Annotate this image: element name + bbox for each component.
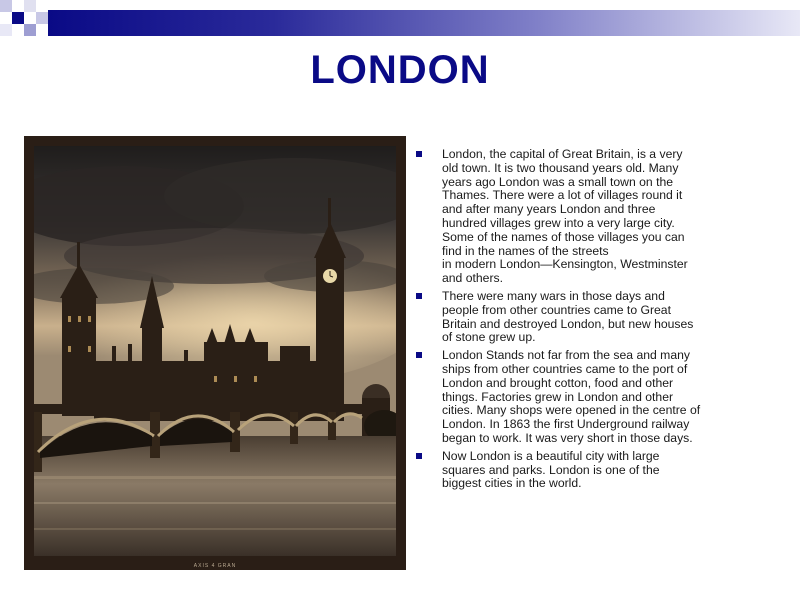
bullet-square-icon	[416, 352, 422, 358]
header-decor-square	[24, 24, 36, 36]
bullet-line: London Stands not far from the sea and many	[442, 348, 690, 363]
bullet-line: squares and parks. London is one of the	[442, 462, 660, 477]
bullet-line: things. Factories grew in London and other	[442, 389, 674, 404]
bullet-line: people from other countries came to Great	[442, 302, 671, 317]
bullet-wars	[414, 290, 756, 345]
bullet-history	[414, 148, 756, 286]
bullet-line: Some of the names of those villages you can	[442, 229, 685, 244]
photo-caption: AXIS 4 GRAN	[193, 563, 237, 569]
slide-title: LONDON	[310, 48, 490, 92]
bullet-line: Britain and destroyed London, but new houses	[442, 316, 694, 331]
header-decor-square	[12, 12, 24, 24]
bullet-line: of stone grew up.	[442, 330, 536, 345]
bullet-line: hundred villages grew into a very large city.	[442, 215, 675, 230]
bullet-today	[414, 450, 756, 491]
bullet-square-icon	[416, 293, 422, 299]
bullet-line: find in the names of the streets	[442, 243, 609, 258]
bullet-line: Thames. There were a lot of villages round it	[442, 188, 683, 203]
bullet-line: London and brought cotton, food and other	[442, 375, 674, 390]
bullet-line: biggest cities in the world.	[442, 476, 582, 491]
bullet-line: cities. Many shops were opened in the centre of	[442, 403, 701, 418]
bullet-line: years ago London was a small town on the	[442, 174, 674, 189]
bullet-list	[414, 148, 756, 495]
bullet-square-icon	[416, 453, 422, 459]
bullet-line: old town. It is two thousand years old. Many	[442, 160, 679, 175]
header-decor-square	[0, 0, 12, 12]
westminster-photo	[34, 146, 396, 556]
header-decor-square	[36, 12, 48, 24]
bullet-port	[414, 349, 756, 446]
bullet-line: London. In 1863 the first Underground railway	[442, 417, 690, 432]
photo-frame	[24, 136, 406, 570]
header-decor-square	[0, 24, 12, 36]
header-decor-square	[24, 0, 36, 12]
bullet-line: London, the capital of Great Britain, is a very	[442, 147, 683, 161]
bullet-line: ships from other countries came to the port of	[442, 361, 688, 376]
bullet-line: and after many years London and three	[442, 202, 656, 217]
bullet-line: began to work. It was very short in those days.	[442, 430, 693, 445]
bullet-line: There were many wars in those days and	[442, 288, 665, 303]
bullet-line: in modern London—Kensington, Westminster	[442, 257, 688, 272]
bullet-line: and others.	[442, 271, 503, 286]
westminster-illustration	[34, 146, 396, 556]
bullet-square-icon	[416, 151, 422, 157]
bullet-line: Now London is a beautiful city with large	[442, 448, 660, 463]
header-gradient-bar	[48, 10, 800, 36]
